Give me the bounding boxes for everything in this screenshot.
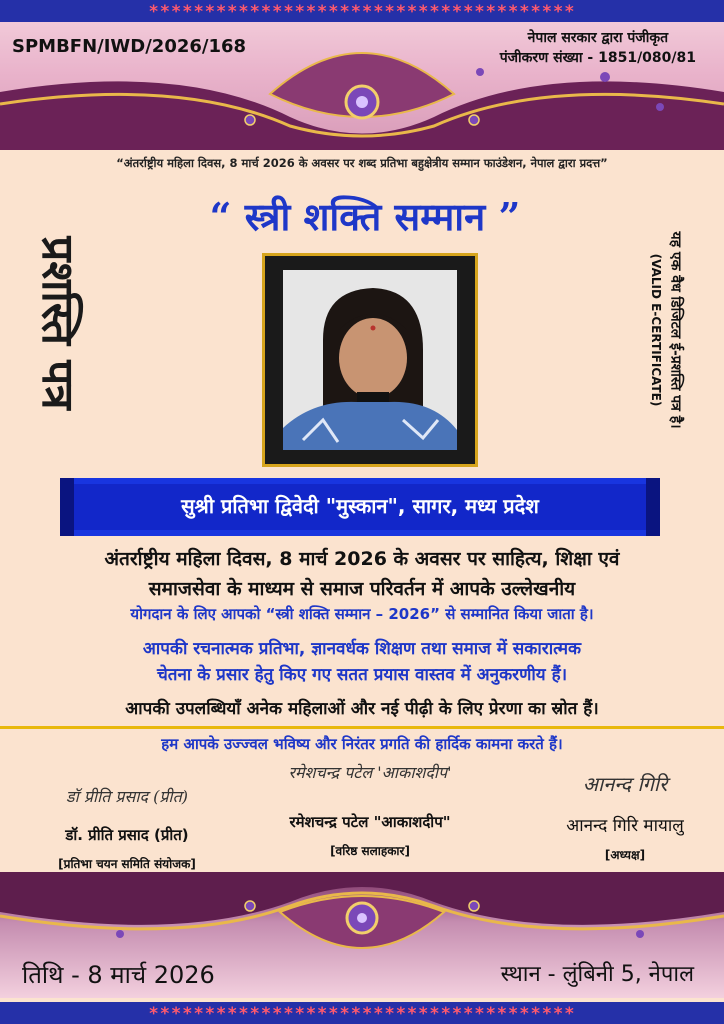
issue-date: तिथि - 8 मार्च 2026 — [22, 961, 215, 989]
certificate-label — [30, 198, 90, 448]
citation-paragraph-2 — [10, 636, 714, 688]
citation-line: अंतर्राष्ट्रीय महिला दिवस, 8 मार्च 2026 के अवसर पर साहित्य, शिक्षा एवं — [104, 548, 620, 570]
validity-note — [630, 190, 694, 470]
signatory-role: [अध्यक्ष] — [604, 848, 646, 862]
signatory-name: डॉ. प्रीति प्रसाद (प्रीत) — [65, 826, 189, 844]
bottom-star-border: ************************************** — [0, 1002, 724, 1024]
registered-by: नेपाल सरकार द्वारा पंजीकृत — [527, 30, 669, 46]
citation-line: योगदान के लिए आपको “स्त्री शक्ति सम्मान – 2026” से सम्मानित किया जाता है। — [130, 605, 594, 623]
citation-line: हम आपके उज्ज्वल भविष्य और निरंतर प्रगति की हार्दिक कामना करते हैं। — [161, 735, 563, 753]
certificate-label-text: प्रशस्ति पत्र — [32, 236, 83, 410]
validity-note-english: (VALID E-CERTIFICATE) — [649, 253, 663, 407]
award-title: “ स्त्री शक्ति सम्मान ” — [209, 194, 521, 239]
handwritten-signature: रमेशचन्द्र पटेल 'आकाशदीप' — [288, 763, 452, 782]
signature-block-president — [530, 770, 720, 863]
issue-place: स्थान - लुंबिनी 5, नेपाल — [500, 962, 694, 987]
registration-number: पंजीकरण संख्या - 1851/080/81 — [499, 50, 696, 66]
validity-note-hindi: यह एक वैध डिजिटल ई-प्रशस्ति पत्र है। — [667, 231, 684, 429]
recipient-portrait — [283, 270, 457, 450]
signature-block-convener — [12, 785, 242, 872]
signatory-name: आनन्द गिरि मायालु — [566, 816, 684, 836]
citation-paragraph-1 — [10, 544, 714, 604]
recipient-banner — [60, 478, 660, 536]
gold-divider — [0, 726, 724, 729]
recipient-name: सुश्री प्रतिभा द्विवेदी "मुस्कान", सागर, मध्य प्रदेश — [181, 494, 539, 518]
citation-line: चेतना के प्रसार हेतु किए गए सतत प्रयास वास्तव में अनुकरणीय हैं। — [156, 665, 568, 685]
citation-line: आपकी रचनात्मक प्रतिभा, ज्ञानवर्धक शिक्षण तथा समाज में सकारात्मक — [142, 639, 582, 659]
signatory-name: रमेशचन्द्र पटेल "आकाशदीप" — [289, 813, 451, 831]
top-star-border: ************************************** — [0, 0, 724, 22]
recipient-photo-frame — [262, 253, 478, 467]
signature-block-advisor — [255, 762, 485, 859]
handwritten-signature: डॉ प्रीति प्रसाद (प्रीत) — [66, 787, 188, 806]
citation-line: समाजसेवा के माध्यम से समाज परिवर्तन में आपके उल्लेखनीय — [148, 578, 576, 600]
signatory-role: [प्रतिभा चयन समिति संयोजक] — [58, 857, 196, 871]
intro-line: “अंतर्राष्ट्रीय महिला दिवस, 8 मार्च 2026 के अवसर पर शब्द प्रतिभा बहुक्षेत्रीय सम्मान फाउंडेशन, नेपाल द्वारा प्रदत्त” — [116, 156, 608, 170]
signatory-role: [वरिष्ठ सलाहकार] — [330, 844, 410, 858]
registration-block — [500, 28, 696, 68]
recipient-photo — [283, 270, 457, 450]
handwritten-signature: आनन्द गिरि — [582, 772, 668, 796]
certificate-number: SPMBFN/IWD/2026/168 — [12, 36, 247, 57]
citation-line: आपकी उपलब्धियाँ अनेक महिलाओं और नई पीढ़ी के लिए प्रेरणा का स्रोत हैं। — [125, 699, 599, 719]
